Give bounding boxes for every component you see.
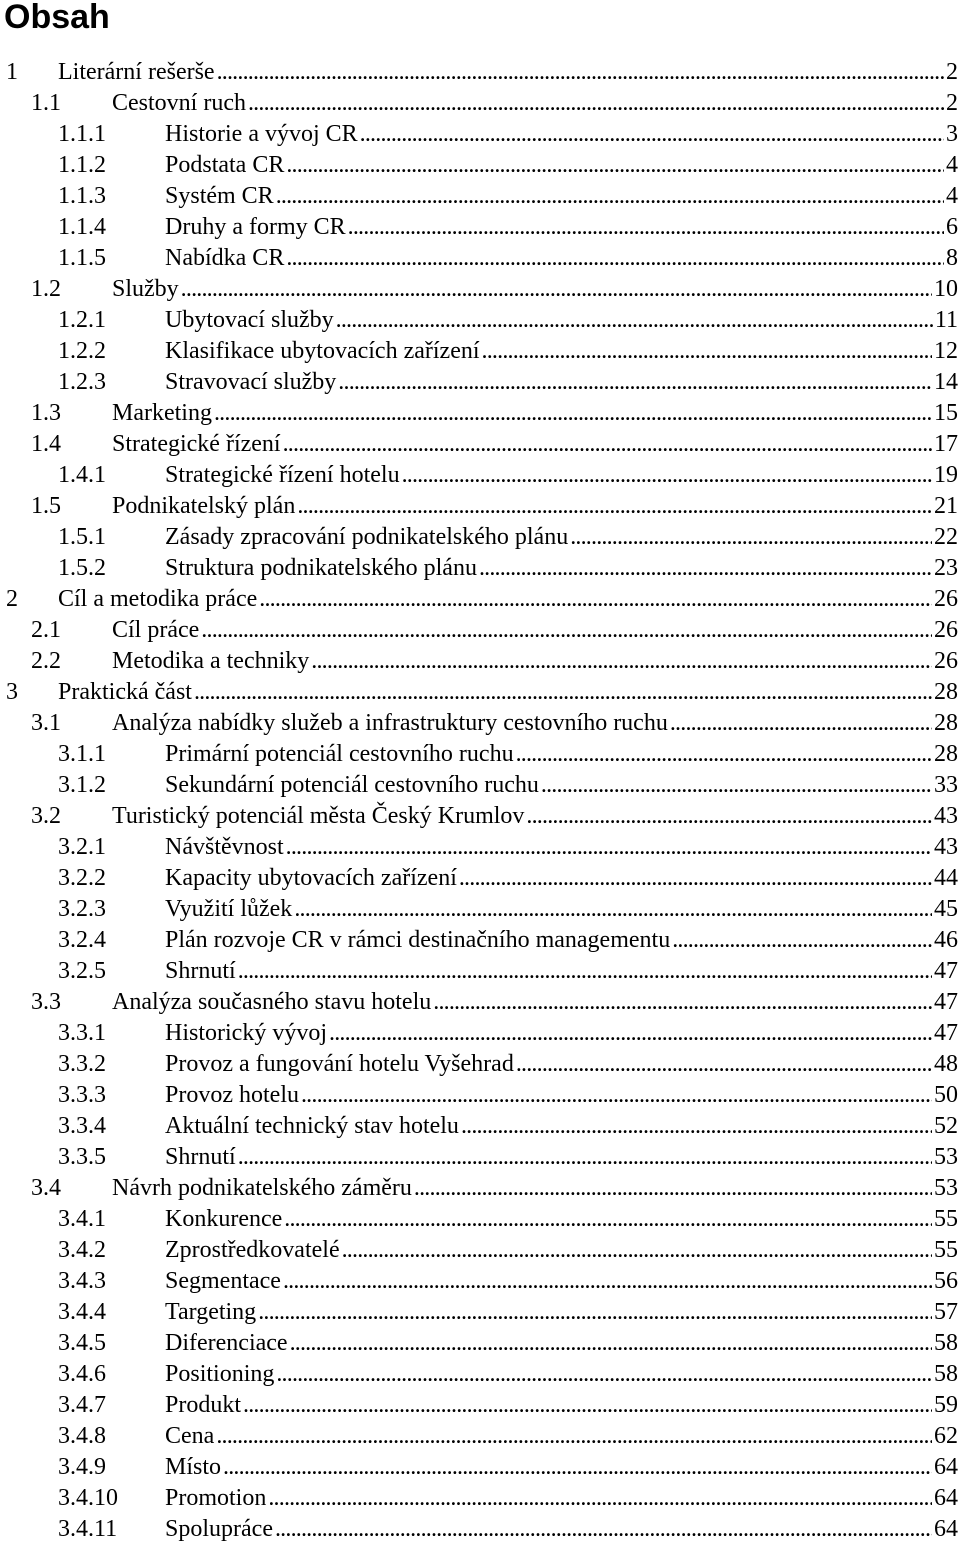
toc-entry-page: 14: [934, 369, 958, 395]
toc-entry-number: 3.3.1: [58, 1020, 106, 1046]
toc-entry-title: Druhy a formy CR: [165, 214, 346, 240]
toc-entry-page: 47: [934, 958, 958, 984]
dot-leader: [283, 1266, 932, 1297]
toc-entry-number: 1.1.2: [58, 152, 106, 178]
dot-leader: [276, 181, 944, 212]
toc-entry[interactable]: [0, 646, 960, 677]
toc-entry[interactable]: [0, 243, 960, 274]
toc-entry-page: 64: [934, 1485, 958, 1511]
toc-entry-page: 6: [946, 214, 958, 240]
toc-entry[interactable]: [0, 57, 960, 88]
dot-leader: [311, 646, 932, 677]
toc-entry[interactable]: [0, 522, 960, 553]
toc-entry-number: 3.4.5: [58, 1330, 106, 1356]
toc-entry[interactable]: [0, 863, 960, 894]
toc-entry-number: 1.1.3: [58, 183, 106, 209]
toc-entry-number: 1.2.1: [58, 307, 106, 333]
dot-leader: [284, 1204, 932, 1235]
toc-entry-page: 22: [934, 524, 958, 550]
toc-entry-page: 2: [946, 90, 958, 116]
toc-entry[interactable]: [0, 212, 960, 243]
toc-entry-page: 43: [934, 834, 958, 860]
toc-entry-number: 3.3.4: [58, 1113, 106, 1139]
toc-entry-number: 1: [6, 59, 18, 85]
toc-entry-title: Analýza nabídky služeb a infrastruktury cestovního ruchu: [112, 710, 668, 736]
toc-entry-number: 3.4.2: [58, 1237, 106, 1263]
toc-entry-page: 48: [934, 1051, 958, 1077]
toc-entry-page: 58: [934, 1361, 958, 1387]
toc-entry-title: Literární rešerše: [58, 59, 215, 85]
toc-entry-page: 55: [934, 1206, 958, 1232]
dot-leader: [217, 57, 944, 88]
toc-entry-number: 3.4.7: [58, 1392, 106, 1418]
toc-entry-title: Kapacity ubytovacích zařízení: [165, 865, 457, 891]
toc-entry-number: 1.2: [31, 276, 61, 302]
toc-entry[interactable]: [0, 925, 960, 956]
toc-entry-title: Systém CR: [165, 183, 274, 209]
toc-entry-title: Diferenciace: [165, 1330, 288, 1356]
toc-entry-number: 3.1.1: [58, 741, 106, 767]
toc-entry-page: 44: [934, 865, 958, 891]
toc-entry-number: 1.4: [31, 431, 61, 457]
toc-entry-number: 1.1.4: [58, 214, 106, 240]
toc-entry-page: 45: [934, 896, 958, 922]
toc-entry-number: 3.4: [31, 1175, 61, 1201]
dot-leader: [216, 1421, 932, 1452]
toc-entry-title: Stravovací služby: [165, 369, 337, 395]
toc-entry-number: 3.4.4: [58, 1299, 106, 1325]
toc-entry-title: Zásady zpracování podnikatelského plánu: [165, 524, 569, 550]
dot-leader: [276, 1359, 932, 1390]
toc-entry-number: 3.4.3: [58, 1268, 106, 1294]
toc-entry-page: 17: [934, 431, 958, 457]
toc-entry[interactable]: [0, 1080, 960, 1111]
toc-entry-number: 3.3: [31, 989, 61, 1015]
toc-entry-title: Produkt: [165, 1392, 242, 1418]
dot-leader: [342, 1235, 932, 1266]
toc-entry-title: Praktická část: [58, 679, 192, 705]
dot-leader: [672, 925, 932, 956]
toc-entry[interactable]: [0, 615, 960, 646]
toc-entry-number: 3.3.2: [58, 1051, 106, 1077]
toc-entry[interactable]: [0, 987, 960, 1018]
toc-entry[interactable]: [0, 336, 960, 367]
toc-entry[interactable]: [0, 1328, 960, 1359]
toc-entry-number: 3.3.5: [58, 1144, 106, 1170]
toc-entry-title: Cena: [165, 1423, 215, 1449]
toc-entry[interactable]: [0, 1421, 960, 1452]
dot-leader: [286, 832, 932, 863]
toc-entry-page: 59: [934, 1392, 958, 1418]
toc-entry-title: Návrh podnikatelského záměru: [112, 1175, 412, 1201]
toc-entry-page: 64: [934, 1454, 958, 1480]
toc-entry-title: Plán rozvoje CR v rámci destinačního managementu: [165, 927, 671, 953]
toc-entry-number: 3.1.2: [58, 772, 106, 798]
toc-entry[interactable]: [0, 770, 960, 801]
dot-leader: [181, 274, 932, 305]
toc-entry-page: 46: [934, 927, 958, 953]
toc-entry-page: 21: [934, 493, 958, 519]
dot-leader: [670, 708, 932, 739]
toc-entry-page: 33: [934, 772, 958, 798]
dot-leader: [194, 677, 932, 708]
toc-entry-number: 1.5: [31, 493, 61, 519]
toc-entry-page: 23: [934, 555, 958, 581]
toc-entry-number: 1.4.1: [58, 462, 106, 488]
toc-entry-page: 11: [934, 307, 958, 333]
dot-leader: [283, 429, 932, 460]
dot-leader: [336, 305, 933, 336]
toc-entry-page: 58: [934, 1330, 958, 1356]
toc-entry[interactable]: [0, 305, 960, 336]
toc-entry-number: 1.5.2: [58, 555, 106, 581]
toc-entry-title: Podstata CR: [165, 152, 285, 178]
toc-entry-title: Sekundární potenciál cestovního ruchu: [165, 772, 539, 798]
toc-entry-page: 26: [934, 586, 958, 612]
toc-entry-page: 26: [934, 648, 958, 674]
toc-entry[interactable]: [0, 894, 960, 925]
toc-entry[interactable]: [0, 150, 960, 181]
toc-entry-number: 3.2.1: [58, 834, 106, 860]
toc-entry-title: Konkurence: [165, 1206, 283, 1232]
toc-entry-page: 28: [934, 710, 958, 736]
toc-entry-title: Aktuální technický stav hotelu: [165, 1113, 459, 1139]
toc-entry-title: Zprostředkovatelé: [165, 1237, 340, 1263]
toc-entry-title: Cíl a metodika práce: [58, 586, 258, 612]
toc-entry[interactable]: [0, 88, 960, 119]
dot-leader: [214, 398, 932, 429]
dot-leader: [541, 770, 932, 801]
dot-leader: [338, 367, 932, 398]
toc-entry-number: 3.4.6: [58, 1361, 106, 1387]
toc-entry-title: Marketing: [112, 400, 212, 426]
toc-entry-number: 3.1: [31, 710, 61, 736]
toc-entry-page: 43: [934, 803, 958, 829]
toc-entry[interactable]: [0, 181, 960, 212]
toc-entry-page: 2: [946, 59, 958, 85]
dot-leader: [286, 150, 944, 181]
dot-leader: [329, 1018, 932, 1049]
toc-entry-page: 4: [946, 183, 958, 209]
toc-entry-number: 3.4.10: [58, 1485, 118, 1511]
toc-entry-page: 4: [946, 152, 958, 178]
toc-entry-title: Promotion: [165, 1485, 267, 1511]
toc-entry-page: 57: [934, 1299, 958, 1325]
dot-leader: [248, 88, 944, 119]
toc-entry[interactable]: [0, 1235, 960, 1266]
toc-entry-title: Segmentace: [165, 1268, 281, 1294]
toc-entry[interactable]: [0, 1142, 960, 1173]
dot-leader: [526, 801, 932, 832]
dot-leader: [516, 739, 932, 770]
toc-entry-number: 2.1: [31, 617, 61, 643]
toc-entry[interactable]: [0, 1483, 960, 1514]
toc-entry-number: 3.4.9: [58, 1454, 106, 1480]
toc-entry-title: Místo: [165, 1454, 222, 1480]
table-of-contents: [0, 57, 960, 1545]
toc-entry-number: 2.2: [31, 648, 61, 674]
toc-entry[interactable]: [0, 398, 960, 429]
dot-leader: [243, 1390, 932, 1421]
toc-entry-number: 1.1.5: [58, 245, 106, 271]
toc-entry[interactable]: [0, 367, 960, 398]
dot-leader: [290, 1328, 932, 1359]
toc-entry-number: 3.2.3: [58, 896, 106, 922]
toc-entry-page: 15: [934, 400, 958, 426]
toc-entry[interactable]: [0, 1266, 960, 1297]
dot-leader: [294, 894, 932, 925]
dot-leader: [258, 1297, 932, 1328]
dot-leader: [286, 243, 944, 274]
dot-leader: [360, 119, 944, 150]
toc-entry-title: Cíl práce: [112, 617, 200, 643]
toc-entry-title: Podnikatelský plán: [112, 493, 296, 519]
toc-entry-page: 53: [934, 1175, 958, 1201]
toc-entry-page: 12: [934, 338, 958, 364]
toc-entry[interactable]: [0, 553, 960, 584]
toc-entry-title: Targeting: [165, 1299, 257, 1325]
dot-leader: [461, 1111, 932, 1142]
toc-entry-title: Historie a vývoj CR: [165, 121, 358, 147]
toc-entry-number: 3.2.4: [58, 927, 106, 953]
toc-entry[interactable]: [0, 1111, 960, 1142]
toc-entry-title: Strategické řízení: [112, 431, 281, 457]
dot-leader: [238, 1142, 932, 1173]
toc-entry-number: 3.3.3: [58, 1082, 106, 1108]
toc-entry-title: Spolupráce: [165, 1516, 273, 1542]
toc-entry-title: Provoz a fungování hotelu Vyšehrad: [165, 1051, 514, 1077]
toc-entry-page: 47: [934, 1020, 958, 1046]
toc-entry-title: Návštěvnost: [165, 834, 284, 860]
toc-entry-page: 62: [934, 1423, 958, 1449]
dot-leader: [297, 491, 932, 522]
toc-entry-number: 2: [6, 586, 18, 612]
toc-entry-title: Provoz hotelu: [165, 1082, 299, 1108]
dot-leader: [516, 1049, 932, 1080]
toc-entry[interactable]: [0, 677, 960, 708]
toc-entry-number: 3.2: [31, 803, 61, 829]
toc-entry-number: 3.2.2: [58, 865, 106, 891]
dot-leader: [201, 615, 932, 646]
toc-entry-number: 3.2.5: [58, 958, 106, 984]
toc-entry-number: 3.4.8: [58, 1423, 106, 1449]
toc-entry[interactable]: [0, 1452, 960, 1483]
toc-entry-page: 52: [934, 1113, 958, 1139]
toc-entry-number: 1.1.1: [58, 121, 106, 147]
toc-entry-title: Ubytovací služby: [165, 307, 334, 333]
toc-entry-number: 1.2.2: [58, 338, 106, 364]
dot-leader: [268, 1483, 932, 1514]
toc-entry-page: 3: [946, 121, 958, 147]
toc-entry-page: 19: [934, 462, 958, 488]
toc-entry-title: Positioning: [165, 1361, 275, 1387]
toc-entry[interactable]: [0, 1514, 960, 1545]
toc-entry-number: 1.2.3: [58, 369, 106, 395]
dot-leader: [348, 212, 944, 243]
toc-entry-page: 64: [934, 1516, 958, 1542]
toc-entry-page: 10: [934, 276, 958, 302]
toc-entry-title: Shrnutí: [165, 1144, 236, 1170]
toc-entry[interactable]: [0, 739, 960, 770]
toc-entry-title: Služby: [112, 276, 179, 302]
toc-entry[interactable]: [0, 832, 960, 863]
dot-leader: [414, 1173, 932, 1204]
toc-entry-title: Turistický potenciál města Český Krumlov: [112, 803, 525, 829]
toc-entry[interactable]: [0, 1049, 960, 1080]
toc-entry-title: Cestovní ruch: [112, 90, 246, 116]
toc-entry-page: 50: [934, 1082, 958, 1108]
toc-entry-page: 8: [946, 245, 958, 271]
toc-entry[interactable]: [0, 801, 960, 832]
toc-entry[interactable]: [0, 1018, 960, 1049]
dot-leader: [482, 336, 932, 367]
dot-leader: [402, 460, 932, 491]
toc-entry[interactable]: [0, 119, 960, 150]
toc-entry-page: 56: [934, 1268, 958, 1294]
toc-entry-page: 55: [934, 1237, 958, 1263]
dot-leader: [301, 1080, 932, 1111]
toc-entry[interactable]: [0, 274, 960, 305]
toc-entry-number: 1.5.1: [58, 524, 106, 550]
dot-leader: [459, 863, 932, 894]
dot-leader: [275, 1514, 932, 1545]
toc-entry[interactable]: [0, 1204, 960, 1235]
toc-entry-page: 47: [934, 989, 958, 1015]
toc-entry[interactable]: [0, 956, 960, 987]
toc-entry-number: 1.1: [31, 90, 61, 116]
toc-entry-number: 3.4.11: [58, 1516, 118, 1542]
toc-entry-title: Primární potenciál cestovního ruchu: [165, 741, 514, 767]
toc-entry-page: 28: [934, 679, 958, 705]
toc-entry[interactable]: [0, 584, 960, 615]
toc-entry[interactable]: [0, 1173, 960, 1204]
toc-entry-number: 1.3: [31, 400, 61, 426]
dot-leader: [433, 987, 932, 1018]
dot-leader: [570, 522, 932, 553]
toc-entry[interactable]: [0, 491, 960, 522]
toc-entry-title: Nabídka CR: [165, 245, 285, 271]
toc-entry-title: Strategické řízení hotelu: [165, 462, 400, 488]
toc-entry-title: Historický vývoj: [165, 1020, 327, 1046]
dot-leader: [479, 553, 932, 584]
toc-entry[interactable]: [0, 429, 960, 460]
toc-entry-page: 53: [934, 1144, 958, 1170]
toc-entry[interactable]: [0, 460, 960, 491]
toc-entry-title: Využití lůžek: [165, 896, 293, 922]
toc-entry-number: 3.4.1: [58, 1206, 106, 1232]
toc-entry-title: Klasifikace ubytovacích zařízení: [165, 338, 480, 364]
toc-entry[interactable]: [0, 1297, 960, 1328]
toc-entry[interactable]: [0, 708, 960, 739]
dot-leader: [223, 1452, 932, 1483]
toc-entry-number: 3: [6, 679, 18, 705]
toc-entry-title: Shrnutí: [165, 958, 236, 984]
dot-leader: [238, 956, 932, 987]
dot-leader: [259, 584, 932, 615]
toc-entry[interactable]: [0, 1359, 960, 1390]
toc-entry-title: Analýza současného stavu hotelu: [112, 989, 432, 1015]
toc-entry-page: 26: [934, 617, 958, 643]
toc-entry-title: Metodika a techniky: [112, 648, 310, 674]
toc-entry-page: 28: [934, 741, 958, 767]
toc-entry-title: Struktura podnikatelského plánu: [165, 555, 477, 581]
toc-entry[interactable]: [0, 1390, 960, 1421]
page-title: Obsah: [4, 0, 110, 36]
